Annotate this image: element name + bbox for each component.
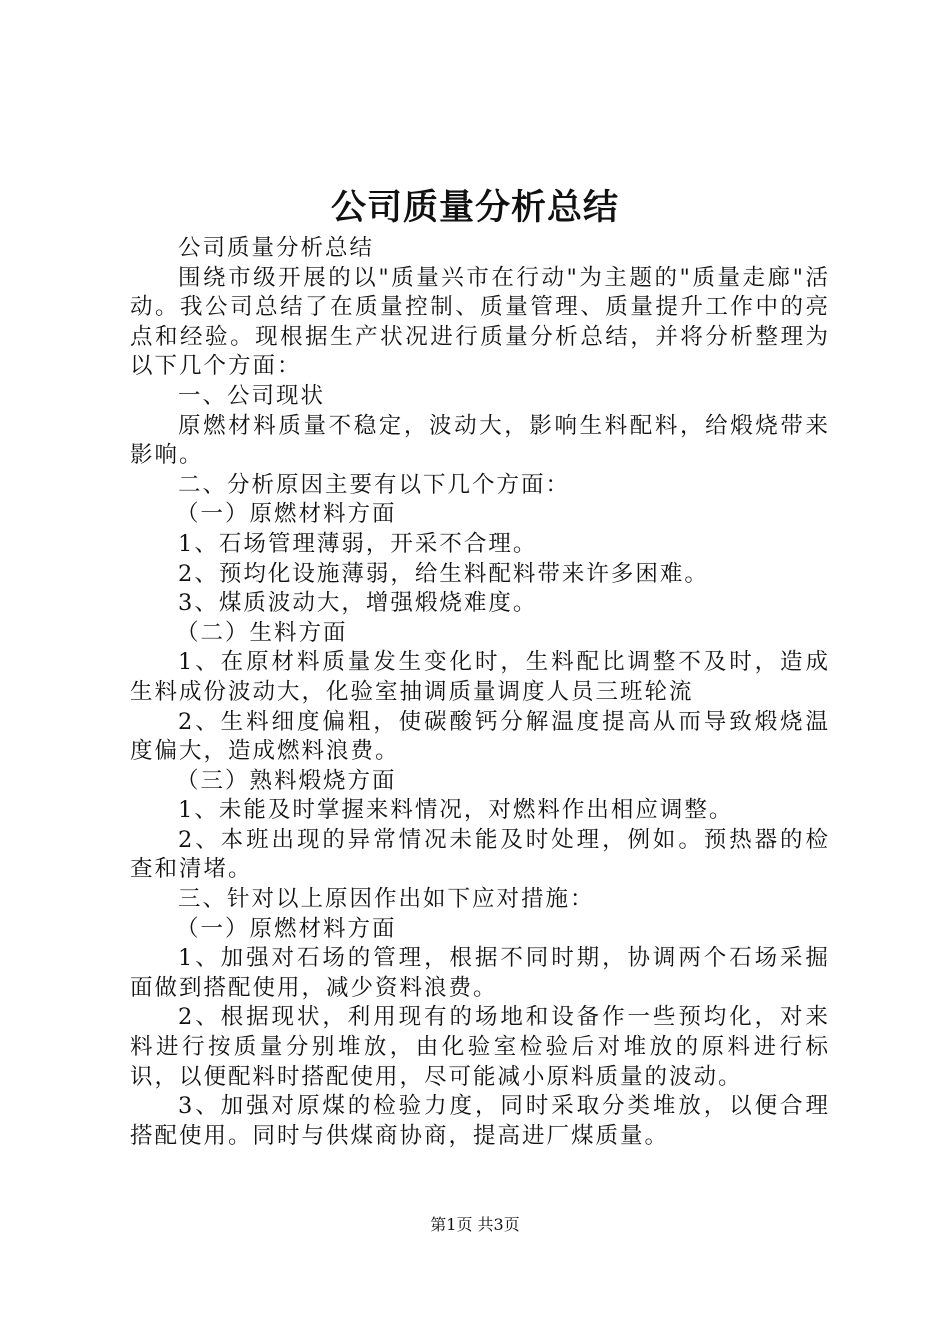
- subsection-heading: （一）原燃材料方面: [176, 915, 397, 942]
- section-heading: 一、公司现状: [178, 382, 326, 409]
- paragraph: 围绕市级开展的以"质量兴市在行动"为主题的"质量走廊"活动。我公司总结了在质量控制、质量管理、质量提升工作中的亮点和经验。现根据生产状况进行质量分析总结，并将分析整理为以下几个方面：: [130, 264, 830, 380]
- paragraph: 原燃材料质量不稳定，波动大，影响生料配料，给煅烧带来影响。: [130, 412, 830, 469]
- subsection-heading: （二）生料方面: [176, 619, 348, 646]
- list-item: 3、加强对原煤的检验力度，同时采取分类堆放，以便合理搭配使用。同时与供煤商协商，提高进厂煤质量。: [130, 1093, 830, 1149]
- list-item: 2、生料细度偏粗，使碳酸钙分解温度提高从而导致煅烧温度偏大，造成燃料浪费。: [130, 708, 830, 765]
- list-item: 1、未能及时掌握来料情况，对燃料作出相应调整。: [178, 797, 734, 824]
- document-title: 公司质量分析总结: [330, 187, 619, 228]
- section-heading: 三、针对以上原因作出如下应对措施：: [178, 886, 595, 913]
- list-item: 2、根据现状，利用现有的场地和设备作一些预均化，对来料进行按质量分别堆放，由化验室检验后对堆放的原料进行标识，以便配料时搭配使用，尽可能减小原料质量的波动。: [130, 1004, 830, 1090]
- list-item: 1、在原材料质量发生变化时，生料配比调整不及时，造成生料成份波动大，化验室抽调质量调度人员三班轮流: [130, 649, 830, 705]
- list-item: 3、煤质波动大，增强煅烧难度。: [178, 590, 538, 617]
- list-item: 1、加强对石场的管理，根据不同时期，协调两个石场采掘面做到搭配使用，减少资料浪费。: [130, 945, 830, 1001]
- document-body: [130, 234, 830, 1151]
- subsection-heading: （三）熟料煅烧方面: [176, 767, 397, 794]
- list-item: 2、预均化设施薄弱，给生料配料带来许多困难。: [178, 560, 709, 587]
- paragraph: 公司质量分析总结: [178, 235, 375, 261]
- page-footer: 第1页 共3页: [430, 1215, 520, 1234]
- section-heading: 二、分析原因主要有以下几个方面：: [178, 471, 571, 498]
- list-item: 2、本班出现的异常情况未能及时处理，例如。预热器的检查和清堵。: [130, 826, 830, 883]
- subsection-heading: （一）原燃材料方面: [176, 501, 397, 528]
- list-item: 1、石场管理薄弱，开采不合理。: [178, 530, 538, 557]
